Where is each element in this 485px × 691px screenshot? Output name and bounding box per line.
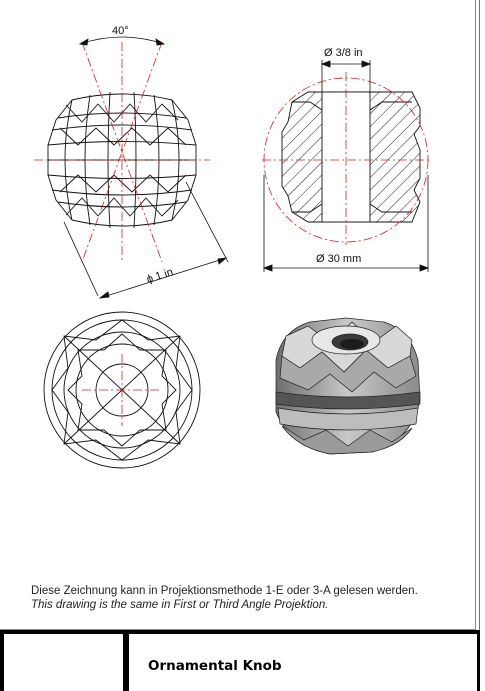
drawing-title: Ornamental Knob [148, 658, 282, 674]
angle-dimension-label: 40° [112, 25, 129, 37]
outer-diameter-mm-label: Ø 30 mm [316, 253, 362, 265]
outer-diameter-in-dimension [64, 182, 228, 298]
front-view-centerlines [34, 42, 210, 262]
outer-diameter-in-label: ϕ 1 in [145, 266, 175, 286]
isometric-view [276, 318, 420, 454]
note-german: Diese Zeichnung kann in Projektionsmethode 1-E oder 3-A gelesen werden. [31, 585, 418, 597]
bore-dimension-label: Ø 3/8 in [324, 47, 363, 59]
section-view [262, 72, 430, 245]
note-english: This drawing is the same in First or Third Angle Projektion. [31, 599, 329, 611]
top-view-centerlines [82, 354, 162, 426]
title-block-empty-cell [4, 634, 123, 691]
projection-note [31, 584, 471, 612]
title-block [0, 630, 480, 691]
title-block-title-cell [129, 634, 477, 691]
